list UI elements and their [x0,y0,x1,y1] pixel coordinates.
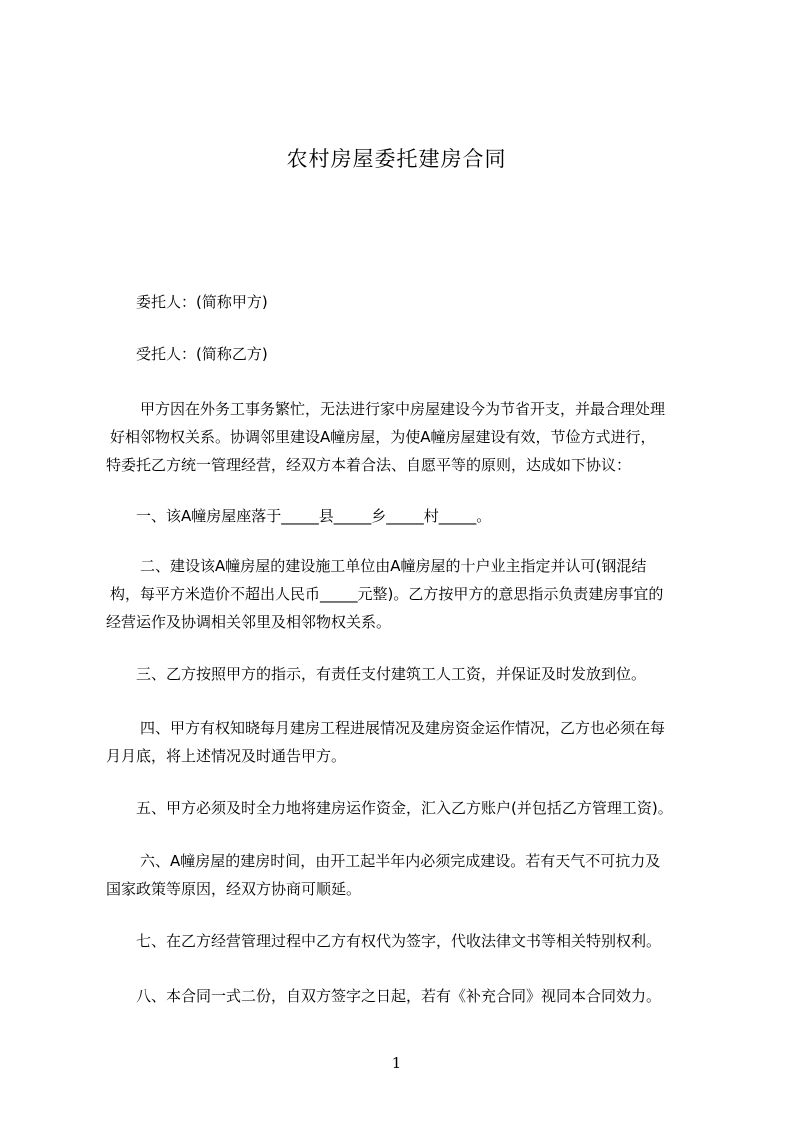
clause-6 [106,847,706,903]
paragraph-line: 一、该A幢房屋座落于_____县_____乡_____村_____。 [136,507,492,525]
clause-1 [106,502,706,530]
paragraph-line: 二、建设该A幢房屋的建设施工单位由A幢房屋的十户业主指定并认可(钢混结 [140,557,647,575]
paragraph-preamble [106,395,706,479]
clause-5 [106,794,706,822]
page-number: 1 [391,1054,402,1072]
paragraph-line: 八、本合同一式二份，自双方签字之日起，若有《补充合同》视同本合同效力。 [136,987,662,1005]
paragraph-line: 国家政策等原因，经双方协商可顺延。 [106,880,362,898]
clause-3 [106,660,706,688]
paragraph-agent [106,340,706,368]
paragraph-line: 三、乙方按照甲方的指示，有责任支付建筑工人工资，并保证及时发放到位。 [136,665,647,683]
paragraph-line: 经营运作及协调相关邻里及相邻物权关系。 [106,613,392,631]
page-title: 农村房屋委托建房合同 [286,147,507,171]
paragraph-line: 好相邻物权关系。协调邻里建设A幢房屋，为使A幢房屋建设有效，节俭方式进行， [110,428,656,446]
paragraph-line: 受托人：(简称乙方) [136,345,268,363]
paragraph-line: 甲方因在外务工事务繁忙，无法进行家中房屋建设今为节省开支，并最合理处理 [140,400,666,418]
clause-4 [106,714,706,770]
paragraph-line: 五、甲方必须及时全力地将建房运作资金，汇入乙方账户(并包括乙方管理工资)。 [136,799,673,817]
clause-7 [106,927,706,955]
clause-8 [106,982,706,1010]
paragraph-line: 月月底，将上述情况及时通告甲方。 [106,747,347,765]
paragraph-line: 特委托乙方统一管理经营，经双方本着合法、自愿平等的原则，达成如下协议： [106,456,632,474]
paragraph-line: 四、甲方有权知晓每月建房工程进展情况及建房资金运作情况，乙方也必须在每 [140,719,666,737]
clause-2 [106,552,706,636]
paragraph-line: 七、在乙方经营管理过程中乙方有权代为签字，代收法律文书等相关特别权利。 [136,932,662,950]
paragraph-principal [106,288,706,316]
paragraph-line: 六、A幢房屋的建房时间，由开工起半年内必须完成建设。若有天气不可抗力及 [140,852,661,870]
paragraph-line: 委托人：(简称甲方) [136,293,268,311]
paragraph-line: 构，每平方米造价不超出人民币_____元整)。乙方按甲方的意思指示负责建房事宜的 [110,585,664,603]
